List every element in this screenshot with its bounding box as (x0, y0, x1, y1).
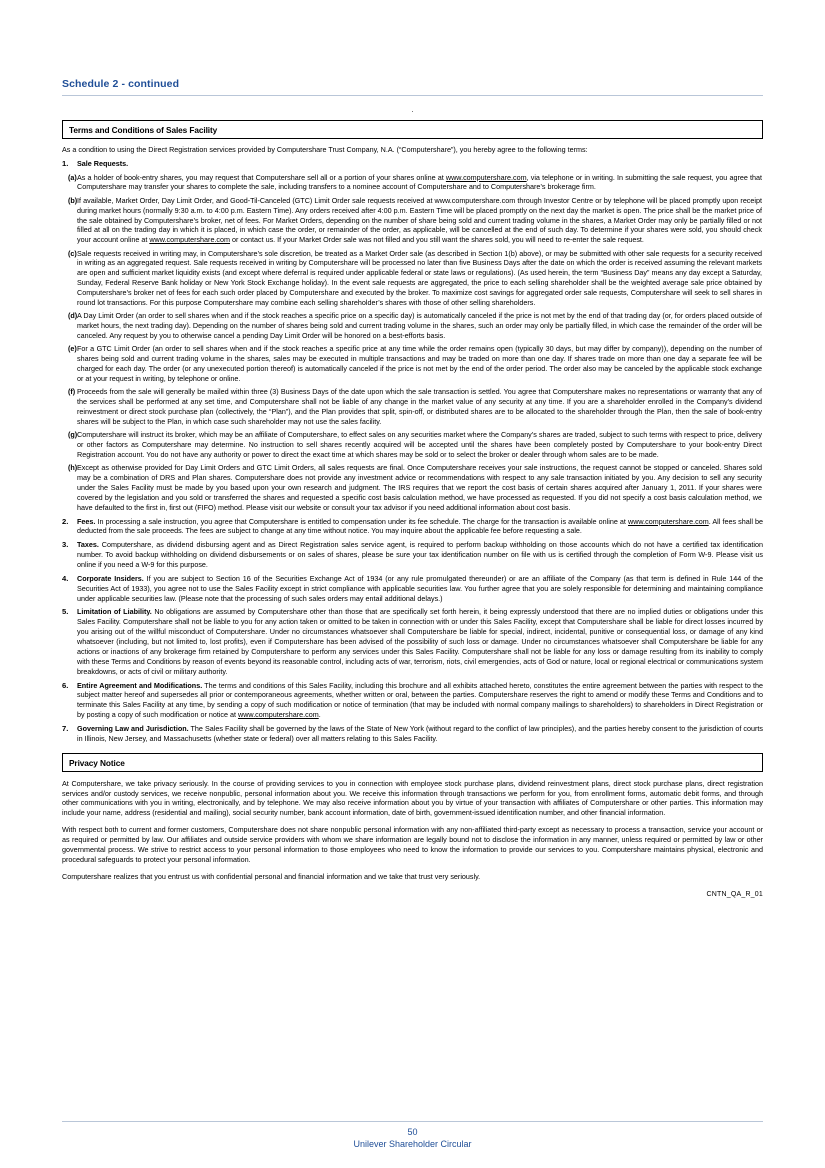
item-b-letter: (b) (68, 195, 78, 205)
item-b-text-1: If available, Market Order, Day Limit Order, and Good-Til-Canceled (GTC) Limit Order sale requests received at www.computershare.com through Investor Centre or by telephone will be placed promptly upon receipt during market hours (normally 9:30 a.m. to 4:00 p.m. Eastern Time). Any orders received after 4:00 p.m. Eastern Time will be placed promptly on the next day the market is open. The price shall be the market price of the sale obtained by Computershare’s broker, net of fees. For Market Orders, depending on the number of share being sold and current trading volume in the shares, a Market Order may only be partially filled or not filled at all on the trading day in which it is placed, in which case the order, or remainder of the order, as applicable, will be cancelled at the end of such day. To determine if your shares were sold, you should check your account online at (77, 195, 762, 245)
section-5 (62, 607, 763, 676)
item-c-letter: (c) (68, 248, 77, 258)
section-7-text: The Sales Facility shall be governed by the laws of the State of New York (without regard to the conflict of law principles), and the parties hereby consent to the jurisdiction of courts in Illinois, New Jersey, and Massachusetts (whether state or federal) over all matters relating to this Sales Facility. (77, 723, 763, 743)
item-a-text-2: , via telephone or in writing. In submitting the sale request, you agree that Computershare may transfer your shares to complete the sale, including transfers to a nominee account of Computershare and to Computershare’s brokerage firm. (77, 172, 762, 192)
footer-divider (62, 1121, 763, 1122)
section-1-item-e (62, 344, 763, 383)
section-2-link[interactable]: www.computershare.com (628, 516, 709, 526)
item-b-link[interactable]: www.computershare.com (149, 235, 231, 245)
item-a-link[interactable]: www.computershare.com (445, 172, 527, 182)
section-4-text: If you are subject to Section 16 of the Securities Exchange Act of 1934 (or any rule promulgated thereunder) or are an affiliate of the Company (as that term is defined in Rule 144 of the Securities Act of 1933), you agree not to use the Sales Facility except in strict compliance with applicable securities law. You further agree that you are solely responsible for determining and maintaining compliance under applicable securities law. (Please note that the processing of such sales orders may entail additional delays.) (77, 573, 763, 603)
section-1-item-d (62, 311, 763, 341)
page-header (62, 0, 763, 90)
privacy-paragraph-2: With respect both to current and former customers, Computershare does not share nonpublic personal information with any non-affiliated third-party except as necessary to process a transaction, service your account or as required or permitted by law. Our affiliates and outside service providers with whom we share information are legally bound not to disclose the information in any manner, unless required or permitted by law or other governmental process. We strive to restrict access to your personal information to those employees who need to know the information to provide our services to you. Computershare maintains physical, electronic and procedural safeguards to protect your personal information. (62, 825, 763, 864)
section-6-number: 6. (62, 680, 69, 690)
terms-intro: As a condition to using the Direct Registration services provided by Computershare Trust Company, N.A. (“Computershare”), you hereby agree to the following terms: (62, 145, 588, 154)
section-3-number: 3. (62, 540, 69, 550)
section-4-number: 4. (62, 573, 69, 583)
section-2-number: 2. (62, 516, 69, 526)
item-e-text: For a GTC Limit Order (an order to sell shares when and if the stock reaches a specific price at any time while the order remains open (typically 30 days, but may differ by company)), depending on the number of shares being sold and current trading volume in the shares, sales may be executed in multiple transactions and may be traded on more than one day. If shares trade on more than one day a separate fee will be charged for each day. The order (or any unexecuted portion thereof) is automatically canceled if the price is not met by the end of the order period. The order also may be canceled by the applicable stock exchange or at your request in writing, by telephone or online. (77, 344, 762, 383)
item-a-text-1: As a holder of book-entry shares, you may request that Computershare sell all or a portion of your shares online at (77, 172, 446, 182)
privacy-paragraph-1: At Computershare, we take privacy seriously. In the course of providing services to you in connection with employee stock purchase plans, dividend reinvestment plans, direct stock purchase plans, direct registration services and/or custody services, we receive nonpublic, personal information about you. We receive this information through transactions we perform for you, from enrollment forms, automatic debit forms, and through other communications with you in writing, electronically, and by telephone. We may also receive information about you by virtue of your transaction with affiliates of Computershare or other parties. This information may include your name, address (residential and mailing), social security number, bank account information, date of birth, government-issued identification number, and other financial information. (62, 778, 763, 818)
section-5-text: No obligations are assumed by Computershare other than those that are specifically set forth herein, it being expressly understood that there are no implied duties or obligations under this Sales Facility. Computershare shall not be liable to you for any action taken or omitted to be taken in connection with or under this Sales Facility, except that Computershare shall be liable for direct losses incurred by you arising out of the willful misconduct of Computershare. Under no circumstances whatsoever shall Computershare be liable for special, indirect, incidental, punitive or consequential loss, or damage of any kind whatsoever (including, but not limited to, lost profits), even if Computershare has been advised of the possibility of such loss or damage. Under no circumstances whatsoever shall Computershare be liable for any actions or inactions of any brokerage firm retained by Computershare to perform any services under this Sales Facility. Computershare shall not be liable for any loss or damage resulting from its inability to comply with these Terms and Conditions by reason of events beyond its reasonable control, including acts of war, terrorism, riots, civil emergencies, acts of God or nature, local or regional electrical or communications system breakdowns, or acts of civil or military authority. (77, 607, 764, 676)
privacy-paragraph-3: Computershare realizes that you entrust us with confidential personal and financial information and we take that trust very seriously. (62, 871, 481, 881)
item-f-letter: (f) (68, 387, 76, 397)
item-e-letter: (e) (68, 344, 77, 354)
section-7 (62, 724, 763, 744)
footer-title: Unilever Shareholder Circular (353, 1138, 472, 1149)
item-h-letter: (h) (68, 463, 78, 473)
item-h-text: Except as otherwise provided for Day Limit Orders and GTC Limit Orders, all sales requests are final. Once Computershare receives your sale instructions, the request cannot be stopped or canceled. Shares sold may be a combination of DRS and Plan shares. Computershare does not provide any investment advice or recommendations with respect to any sale transaction initiated by you. Any decision to sell any security under the Sales Facility must be made by you based upon your own research and judgment. The IRS requires that we report the cost basis of certain shares acquired after January 1, 2011. If your shares were covered by the legislation and you sold or transferred the shares and requested a specific cost basis calculation method, we have processed as requested. If you did not specify a cost basis calculation method, we have defaulted to the first in, first out (FIFO) method. Please visit our website or consult your tax advisor if you need additional information about cost basis. (77, 463, 762, 512)
section-6-link[interactable]: www.computershare.com (238, 710, 319, 720)
section-7-number: 7. (62, 723, 69, 733)
item-d-letter: (d) (68, 311, 78, 321)
item-c-text: Sale requests received in writing may, in Computershare’s sole discretion, be treated as a Market Order sale (as described in Section 1(b) above), or may be submitted with other sale requests for a security received in writing as an aggregated request. Sale requests received in writing by Computershare will be processed no later than five Business Days after the date on which the order is received assuming the relevant markets are open and sufficient market liquidity exists (and except where deferral is required under applicable federal or state laws or regulations). (As used herein, the term “Business Day” means any day except a Saturday, Sunday, Federal Reserve Bank holiday or New York Stock Exchange holiday). In the event sale requests are aggregated, the price to each selling shareholder shall be the weighted average sale price obtained by Computershare’s broker net of fees for each such order placed by Computershare and executed by the broker. To maximize cost savings for aggregated order sale requests, Computershare will seek to sell shares in round lot transactions. For this purpose Computershare may combine each selling shareholder’s shares with those of other selling shareholders. (77, 248, 762, 307)
section-1-item-b (62, 196, 763, 245)
item-b-text-2: or contact us. If your Market Order sale was not filled and you still want the shares sold, you will need to re-enter the sale request. (230, 235, 644, 245)
section-1-number: 1. (62, 158, 69, 168)
item-g-letter: (g) (68, 430, 78, 440)
section-6-text-1: The terms and conditions of this Sales Facility, including this brochure and all exhibits attached hereto, constitutes the entire agreement between the parties with respect to the subject matter hereof and supersedes all prior or contemporaneous agreements, whether written or oral, between the parties. Computershare reserves the right to amend or modify these Terms and Conditions and to terminate this Sales Facility at any time, by sending a copy of such modification or notice of termination (that may be included with normal company mailings to shareholders) to shareholders in Direct Registration or by posting a copy of such modification or notice at (77, 680, 763, 720)
section-1-item-a (62, 173, 763, 193)
section-1-item-g (62, 430, 763, 460)
header-title: Schedule 2 - continued (62, 78, 180, 90)
page-number: 50 (407, 1126, 418, 1137)
page-footer (62, 1121, 763, 1150)
section-3 (62, 540, 763, 570)
item-d-text: A Day Limit Order (an order to sell shares when and if the stock reaches a specific price on a specific day) is automatically canceled if the price is not met by the end of that trading day (or, for orders placed outside of market hours, the next trading day). Depending on the number of shares being sold and current trading volume in the shares, such an order may only be partially filled, in which case the remainder of the order will be canceled. Any request by you to otherwise cancel a pending Day Limit Order will be honored on a best-efforts basis. (77, 311, 762, 340)
section-6-heading: Entire Agreement and Modifications. (77, 680, 203, 690)
section-4 (62, 574, 763, 604)
section-1-item-f (62, 387, 763, 426)
section-2-text-1: In processing a sale instruction, you agree that Computershare is entitled to compensation under its fee schedule. The charge for the transaction is available online at (95, 516, 628, 526)
item-a-letter: (a) (68, 172, 77, 182)
section-2-text-2: . All fees shall be deducted from the sale proceeds. The fees are subject to change at any time without notice. You may inquire about the applicable fee before requesting a sale. (77, 516, 764, 536)
section-1-heading: Sale Requests. (77, 158, 129, 168)
section-6-text-2: . (318, 710, 321, 720)
item-f-text: Proceeds from the sale will generally be mailed within three (3) Business Days of the date upon which the sale transaction is settled. You agree that Computershare makes no representations or warranty that any of the services shall be performed at any set time, and Computershare shall not be liable of any change in the market value of any security at any time. If you are a shareholder enrolled in the Company’s dividend reinvestment or direct stock purchase plan (collectively, the “Plan”), and the Plan provides that split, spin-off, or distributed shares are to be allocated to the shareholder through the Plan, then the sale of book-entry shares will be subject to the Plan, in which case such shareholder may not use the sales facility. (77, 387, 762, 426)
section-6 (62, 681, 763, 720)
document-code: CNTN_QA_R_01 (706, 891, 763, 899)
section-7-heading: Governing Law and Jurisdiction. (77, 723, 189, 733)
item-g-text: Computershare will instruct its broker, which may be an affiliate of Computershare, to effect sales on any securities market where the Company’s shares are traded, subject to such terms with respect to price, delivery or other factors as Computershare may determine. No instruction to sell shares recently acquired will be accepted until the shares have been completely posted by Computershare to your book-entry Direct Registration account. You do not have any authority or power to direct the exact time at which shares may be sold or to select the broker or dealer through whom sales are to be made. (77, 430, 762, 459)
privacy-box-title: Privacy Notice (62, 753, 763, 772)
terms-box-title: Terms and Conditions of Sales Facility (62, 120, 763, 139)
header-divider (62, 95, 763, 96)
section-3-text: Computershare, as dividend disbursing agent and as Direct Registration sales service agent, is required to perform backup withholding on those accounts which do not have a certified tax identification number. To avoid backup withholding on dividend disbursements or on sales of shares, please be sure your tax identification number on file with us is certified through the completion of Form W-9. Please visit us online if you need a W-9 for this purpose. (77, 540, 763, 570)
section-3-heading: Taxes. (77, 540, 99, 550)
section-5-number: 5. (62, 607, 69, 617)
section-1 (62, 159, 763, 169)
section-5-heading: Limitation of Liability. (77, 607, 152, 617)
section-1-item-c (62, 249, 763, 308)
stray-mark: . (411, 105, 414, 114)
section-1-item-h (62, 463, 763, 512)
section-2 (62, 517, 763, 537)
section-2-heading: Fees. (77, 516, 96, 526)
section-4-heading: Corporate Insiders. (77, 573, 144, 583)
